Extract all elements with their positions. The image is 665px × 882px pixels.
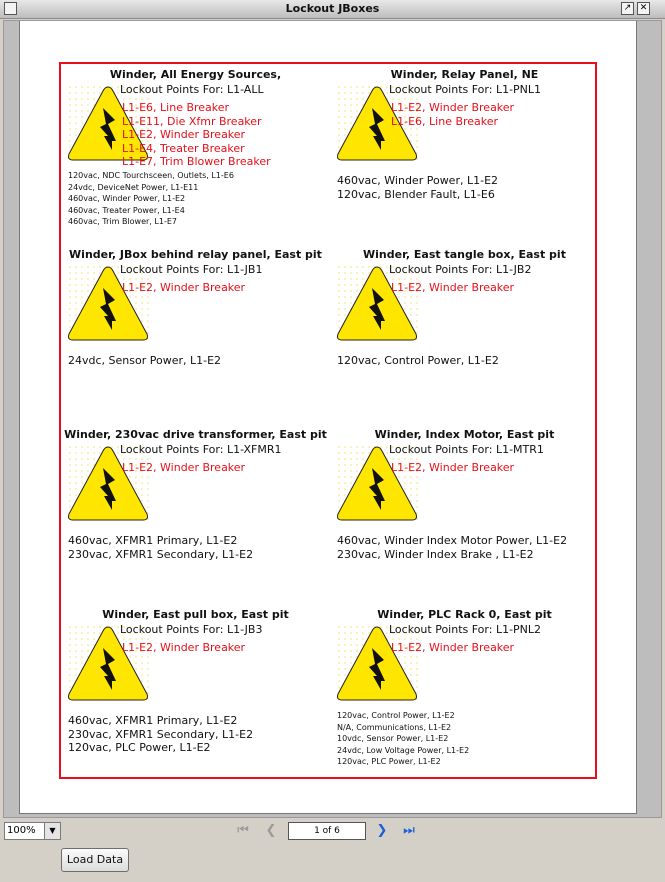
label-title: Winder, JBox behind relay panel, East pit xyxy=(69,248,322,261)
label-title: Winder, Relay Panel, NE xyxy=(390,68,539,81)
lockout-point: L1-E2, Winder Breaker xyxy=(391,101,515,114)
label-title: Winder, East pull box, East pit xyxy=(102,608,289,621)
lockout-label xyxy=(330,604,599,784)
lockout-label xyxy=(330,64,599,244)
energy-source: 120vac, PLC Power, L1-E2 xyxy=(337,757,441,766)
lockout-points-heading: Lockout Points For: L1-XFMR1 xyxy=(120,443,282,456)
lockout-label xyxy=(61,64,330,244)
energy-source: 24vdc, DeviceNet Power, L1-E11 xyxy=(68,182,199,192)
lockout-point: L1-E2, Winder Breaker xyxy=(391,641,515,654)
lockout-points-list xyxy=(122,101,271,169)
energy-sources-list xyxy=(337,534,567,561)
energy-source: 230vac, XFMR1 Secondary, L1-E2 xyxy=(68,727,254,741)
energy-source: 120vac, NDC Tourchsceen, Outlets, L1-E6 xyxy=(68,171,234,180)
label-title: Winder, Index Motor, East pit xyxy=(374,428,555,441)
energy-source: N/A, Communications, L1-E2 xyxy=(337,722,452,732)
viewer-toolbar xyxy=(0,820,665,882)
maximize-button[interactable]: ↗ xyxy=(621,2,634,15)
energy-source: 460vac, Winder Power, L1-E2 xyxy=(337,174,499,187)
lockout-point: L1-E2, Winder Breaker xyxy=(391,281,515,294)
lockout-point: L1-E7, Trim Blower Breaker xyxy=(122,155,271,168)
energy-source: 120vac, Control Power, L1-E2 xyxy=(337,354,499,367)
lockout-label xyxy=(330,244,599,424)
energy-source: 460vac, XFMR1 Primary, L1-E2 xyxy=(68,534,238,547)
lockout-label xyxy=(330,424,599,604)
lockout-point: L1-E6, Line Breaker xyxy=(391,114,499,128)
energy-sources-list xyxy=(337,174,498,201)
chevron-down-icon[interactable]: ▼ xyxy=(44,823,60,839)
lockout-points-list xyxy=(122,281,245,295)
lockout-point: L1-E2, Winder Breaker xyxy=(122,128,246,141)
lockout-point: L1-E6, Line Breaker xyxy=(122,101,230,114)
high-voltage-warning-icon xyxy=(67,624,149,704)
energy-sources-list xyxy=(68,354,221,368)
lockout-points-heading: Lockout Points For: L1-JB1 xyxy=(120,263,263,276)
energy-source: 24vdc, Sensor Power, L1-E2 xyxy=(68,354,222,367)
label-title: Winder, All Energy Sources, xyxy=(109,68,282,81)
high-voltage-warning-icon xyxy=(336,624,418,704)
previous-page-icon[interactable]: ❮ xyxy=(265,823,277,838)
high-voltage-warning-icon xyxy=(336,444,418,524)
energy-source: 230vac, Winder Index Brake , L1-E2 xyxy=(337,547,534,561)
energy-source: 120vac, Control Power, L1-E2 xyxy=(337,711,455,720)
energy-sources-list xyxy=(68,170,234,228)
energy-source: 460vac, XFMR1 Primary, L1-E2 xyxy=(68,714,238,727)
lockout-point: L1-E2, Winder Breaker xyxy=(122,281,246,294)
label-title: Winder, 230vac drive transformer, East pit xyxy=(64,428,327,441)
first-page-icon[interactable]: ⏮ xyxy=(237,823,249,838)
close-button[interactable]: ✕ xyxy=(637,2,650,15)
energy-source: 460vac, Winder Power, L1-E2 xyxy=(68,194,186,203)
lockout-points-heading: Lockout Points For: L1-PNL1 xyxy=(389,83,542,96)
title-bar xyxy=(0,0,665,19)
energy-source: 10vdc, Sensor Power, L1-E2 xyxy=(337,734,449,743)
lockout-points-list xyxy=(391,461,514,475)
lockout-label xyxy=(61,604,330,784)
lockout-point: L1-E2, Winder Breaker xyxy=(391,461,515,474)
lockout-points-list xyxy=(122,641,245,655)
page-indicator[interactable]: 1 of 6 xyxy=(288,822,366,840)
lockout-label xyxy=(61,424,330,604)
energy-sources-list xyxy=(337,710,469,768)
lockout-point: L1-E2, Winder Breaker xyxy=(122,641,246,654)
label-title: Winder, PLC Rack 0, East pit xyxy=(377,608,552,621)
energy-source: 120vac, PLC Power, L1-E2 xyxy=(68,741,211,754)
next-page-icon[interactable]: ❯ xyxy=(376,823,388,838)
last-page-icon[interactable]: ⏭ xyxy=(403,823,415,838)
energy-sources-list xyxy=(68,714,253,755)
high-voltage-warning-icon xyxy=(67,264,149,344)
energy-source: 460vac, Treater Power, L1-E4 xyxy=(68,205,185,215)
report-page xyxy=(19,21,637,814)
energy-source: 120vac, Blender Fault, L1-E6 xyxy=(337,187,495,201)
high-voltage-warning-icon xyxy=(336,264,418,344)
lockout-points-list xyxy=(391,641,514,655)
lockout-point: L1-E11, Die Xfmr Breaker xyxy=(122,114,262,128)
zoom-select[interactable] xyxy=(4,822,61,840)
lockout-points-heading: Lockout Points For: L1-PNL2 xyxy=(389,623,542,636)
lockout-point: L1-E4, Treater Breaker xyxy=(122,141,245,155)
lockout-points-heading: Lockout Points For: L1-JB2 xyxy=(389,263,532,276)
window-title: Lockout JBoxes xyxy=(285,2,380,15)
lockout-points-heading: Lockout Points For: L1-JB3 xyxy=(120,623,263,636)
lockout-label xyxy=(61,244,330,424)
lockout-point: L1-E2, Winder Breaker xyxy=(122,461,246,474)
lockout-points-list xyxy=(391,281,514,295)
load-data-button[interactable]: Load Data xyxy=(61,848,129,872)
energy-sources-list xyxy=(337,354,499,368)
lockout-points-list xyxy=(122,461,245,475)
energy-source: 460vac, Winder Index Motor Power, L1-E2 xyxy=(337,534,568,547)
lockout-points-heading: Lockout Points For: L1-MTR1 xyxy=(389,443,544,456)
energy-source: 460vac, Trim Blower, L1-E7 xyxy=(68,217,177,226)
energy-source: 230vac, XFMR1 Secondary, L1-E2 xyxy=(68,547,254,561)
energy-sources-list xyxy=(68,534,253,561)
label-title: Winder, East tangle box, East pit xyxy=(363,248,566,261)
energy-source: 24vdc, Low Voltage Power, L1-E2 xyxy=(337,745,470,755)
report-viewer[interactable] xyxy=(3,20,662,818)
zoom-value: 100% xyxy=(7,825,36,836)
high-voltage-warning-icon xyxy=(67,444,149,524)
lockout-points-list xyxy=(391,101,514,128)
lockout-points-heading: Lockout Points For: L1-ALL xyxy=(120,83,264,96)
